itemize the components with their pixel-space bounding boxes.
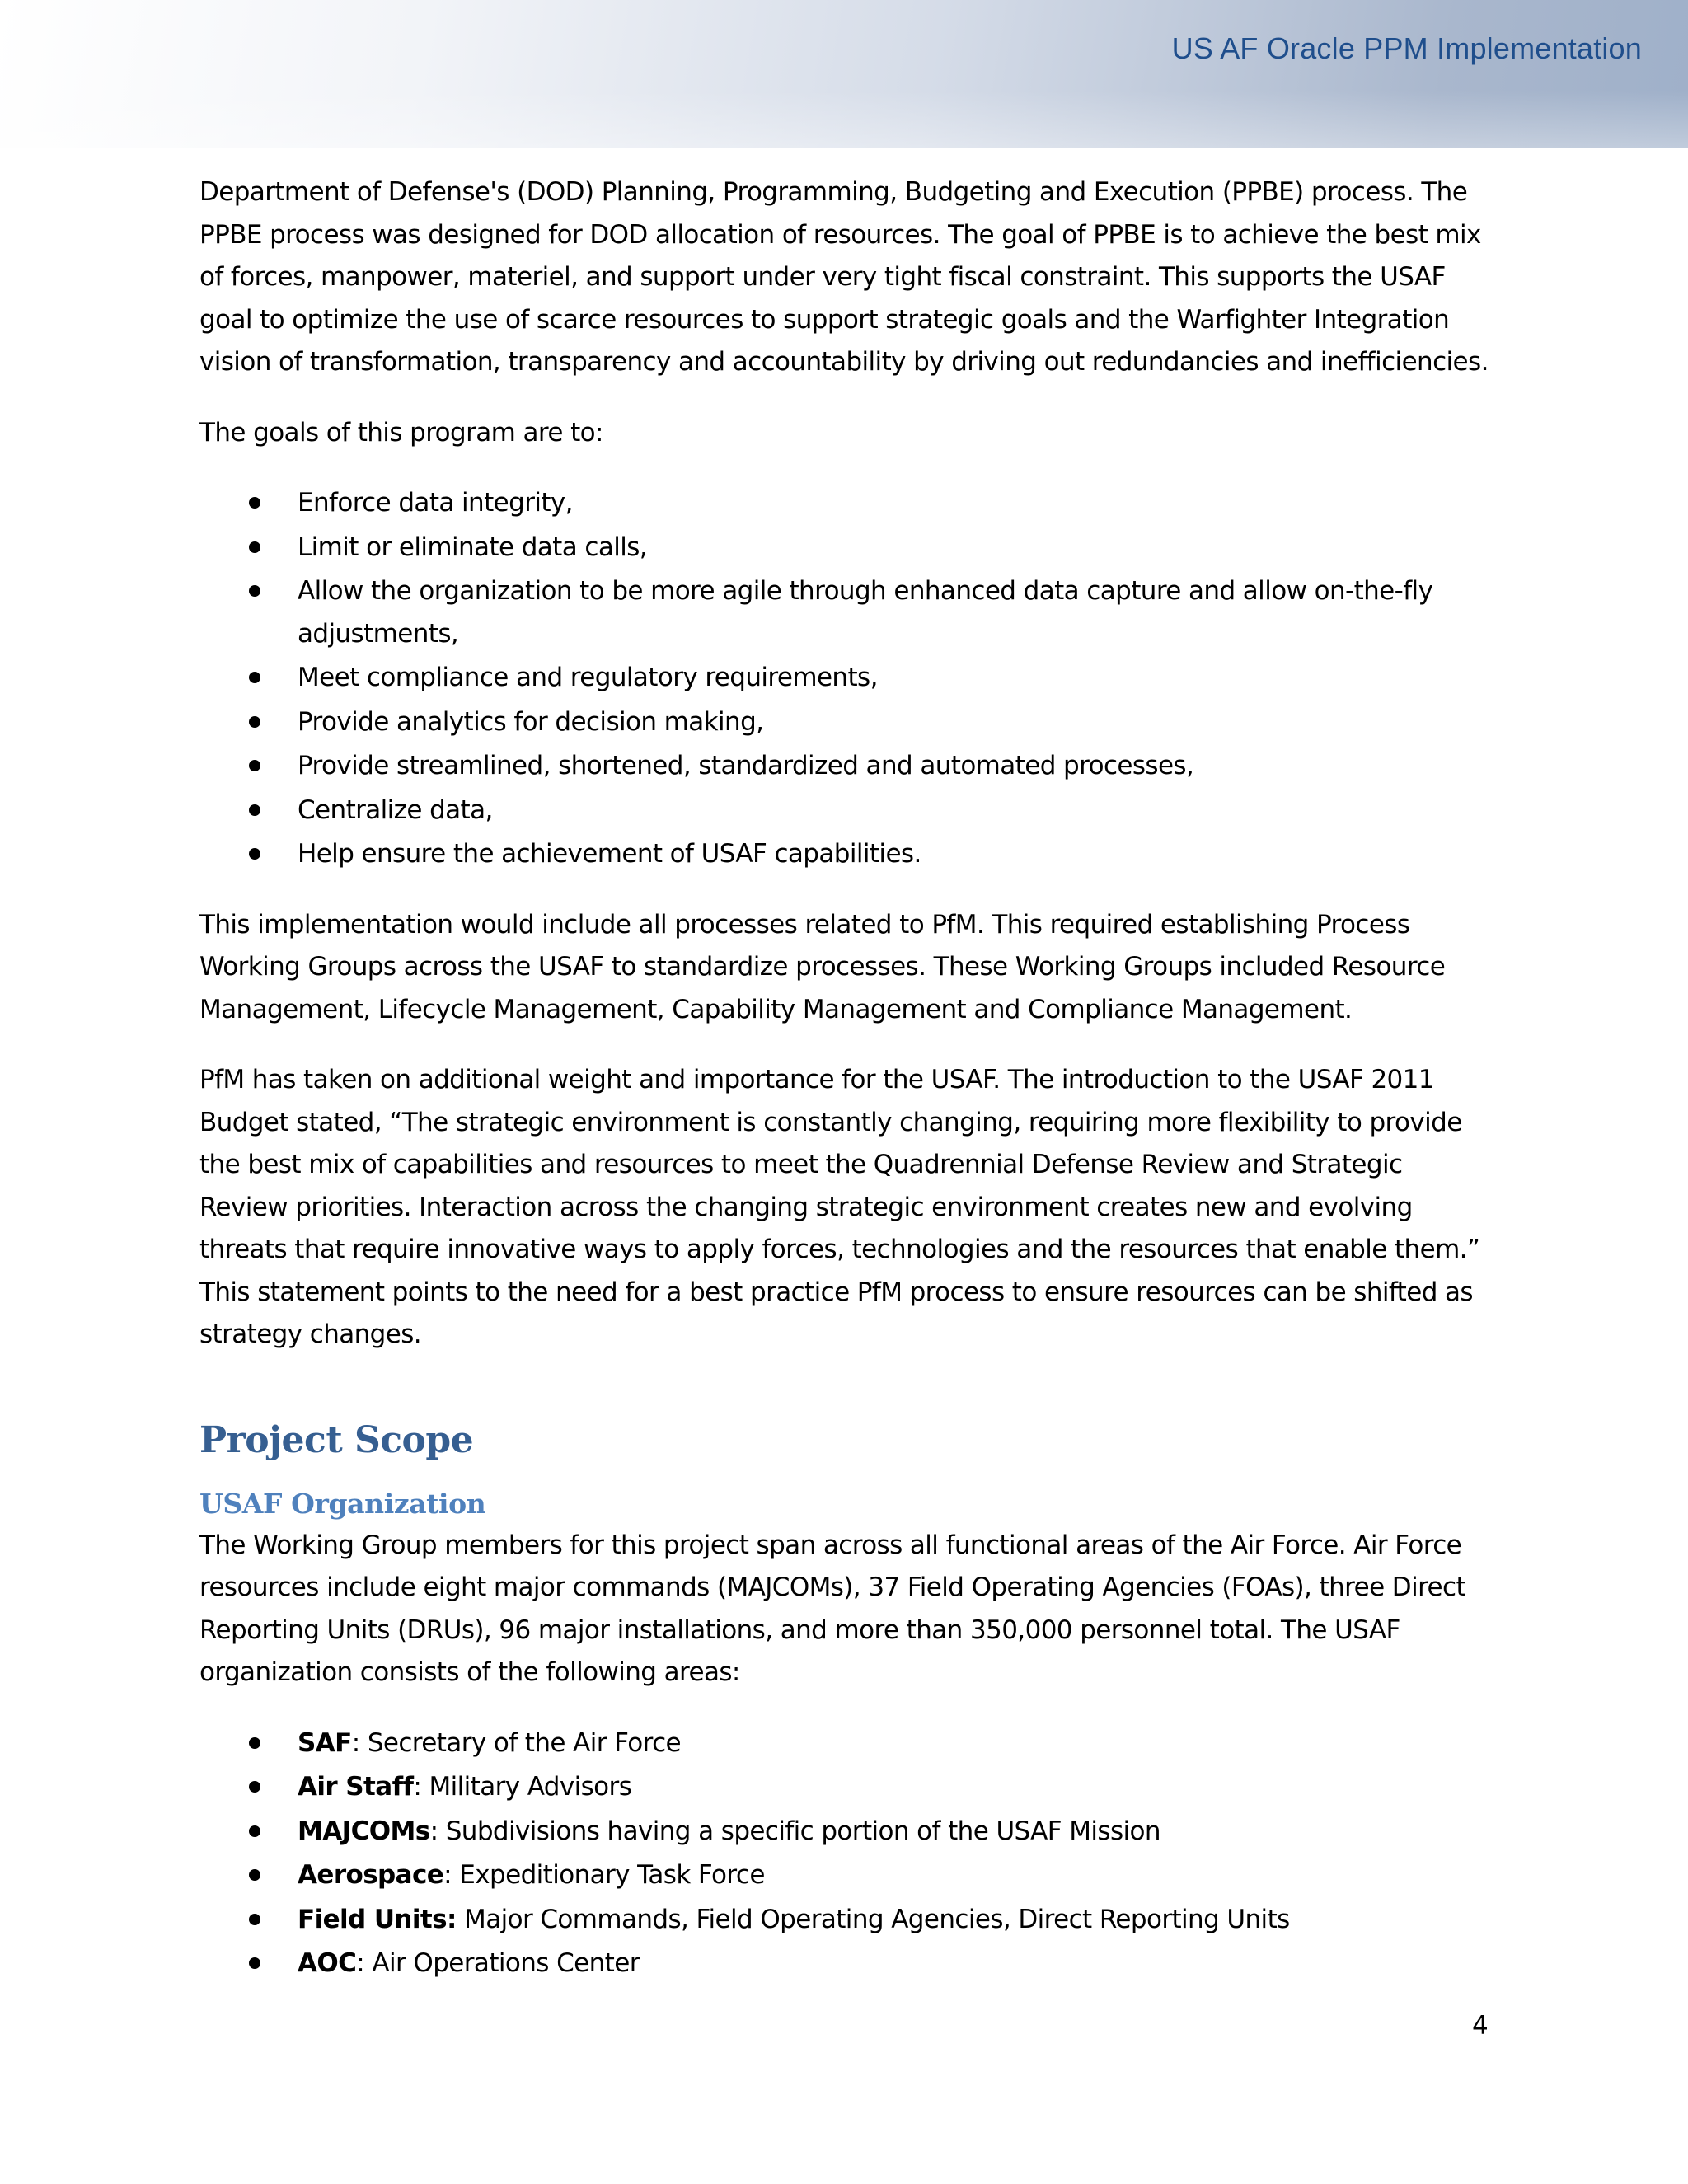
goal-text: Limit or eliminate data calls, bbox=[298, 532, 648, 562]
area-term: MAJCOMs bbox=[298, 1816, 430, 1846]
goal-text: Centralize data, bbox=[298, 794, 493, 825]
area-description: Air Operations Center bbox=[372, 1948, 640, 1978]
area-separator: : bbox=[429, 1816, 446, 1846]
area-term: Aerospace bbox=[298, 1860, 444, 1890]
list-item bbox=[199, 570, 1493, 655]
list-item bbox=[199, 527, 1493, 569]
organization-areas-list bbox=[199, 1722, 1493, 1985]
list-item bbox=[199, 1766, 1493, 1809]
area-separator bbox=[457, 1905, 464, 1934]
bullet-icon bbox=[249, 760, 260, 771]
goal-text: Meet compliance and regulatory requirements, bbox=[298, 663, 878, 692]
area-term: AOC bbox=[298, 1948, 357, 1978]
list-item bbox=[199, 1899, 1493, 1942]
goal-text: Allow the organization to be more agile through enhanced data capture and allow on-the-fly adjustments, bbox=[298, 576, 1433, 649]
section-heading-project-scope: Project Scope bbox=[199, 1418, 474, 1461]
list-item bbox=[199, 1811, 1493, 1854]
list-item bbox=[199, 745, 1493, 788]
paragraph-goals-intro: The goals of this program are to: bbox=[199, 417, 603, 448]
list-item bbox=[199, 833, 1493, 876]
area-term: SAF bbox=[298, 1727, 352, 1758]
goals-list bbox=[199, 482, 1493, 876]
list-item bbox=[199, 657, 1493, 700]
bullet-icon bbox=[249, 1914, 260, 1925]
list-item bbox=[199, 790, 1493, 832]
list-item bbox=[199, 482, 1493, 525]
goal-text: Provide analytics for decision making, bbox=[298, 706, 764, 737]
area-term: Air Staff bbox=[298, 1772, 414, 1802]
paragraph-implementation: This implementation would include all processes related to PfM. This required establishing Process Working Groups across the USAF to standardize processes. These Working Groups included Resource Management, Lifecycle Management, Capability Management and Compliance Management. bbox=[199, 909, 1446, 1024]
page-content bbox=[199, 171, 1493, 2013]
paragraph-usaf-organization: The Working Group members for this project span across all functional areas of the Air Force. Air Force resources include eight major commands (MAJCOMs), 37 Field Operating Agencies (FOAs), three Direct Reporting Units (DRUs), 96 major installations, and more than 350,000 personnel total. The USAF organization consists of the following areas: bbox=[199, 1530, 1466, 1687]
subsection-heading-usaf-organization: USAF Organization bbox=[199, 1487, 486, 1520]
bullet-icon bbox=[249, 804, 260, 816]
list-item bbox=[199, 701, 1493, 744]
area-description: Subdivisions having a specific portion of the USAF Mission bbox=[445, 1816, 1160, 1846]
bullet-icon bbox=[249, 1781, 260, 1793]
bullet-icon bbox=[249, 672, 260, 683]
list-item bbox=[199, 1943, 1493, 1985]
area-description: Expeditionary Task Force bbox=[459, 1860, 765, 1890]
area-separator: : bbox=[443, 1860, 460, 1890]
bullet-icon bbox=[249, 1737, 260, 1749]
paragraph-ppbe: Department of Defense's (DOD) Planning, Programming, Budgeting and Execution (PPBE) process. The PPBE process was designed for DOD allocation of resources. The goal of PPBE is to achieve the best mix of forces, manpower, materiel, and support under very tight fiscal constraint. This supports the USAF goal to optimize the use of scarce resources to support strategic goals and the Warfighter Integration vision of transformation, transparency and accountability by driving out redundancies and inefficiencies. bbox=[199, 177, 1489, 377]
bullet-icon bbox=[249, 497, 260, 509]
bullet-icon bbox=[249, 716, 260, 728]
goal-text: Enforce data integrity, bbox=[298, 488, 573, 518]
bullet-icon bbox=[249, 1957, 260, 1969]
area-separator: : bbox=[356, 1948, 373, 1978]
header-band bbox=[0, 0, 1688, 148]
paragraph-pfm-importance: PfM has taken on additional weight and importance for the USAF. The introduction to the USAF 2011 Budget stated, “The strategic environment is constantly changing, requiring more flexibility to provide the best mix of capabilities and resources to meet the Quadrennial Defense Review and Strategic Review priorities. Interaction across the changing strategic environment creates new and evolving threats that require innovative ways to apply forces, technologies and the resources that enable them.” This statement points to the need for a best practice PfM process to ensure resources can be shifted as strategy changes. bbox=[199, 1065, 1480, 1349]
list-item bbox=[199, 1722, 1493, 1765]
area-term: Field Units: bbox=[298, 1904, 457, 1934]
area-separator: : bbox=[413, 1772, 429, 1802]
area-separator: : bbox=[351, 1727, 368, 1758]
goal-text: Provide streamlined, shortened, standardized and automated processes, bbox=[298, 751, 1194, 780]
area-description: Major Commands, Field Operating Agencies, Direct Reporting Units bbox=[464, 1904, 1290, 1934]
bullet-icon bbox=[249, 1825, 260, 1837]
area-description: Military Advisors bbox=[429, 1772, 632, 1802]
area-description: Secretary of the Air Force bbox=[367, 1727, 681, 1758]
bullet-icon bbox=[249, 585, 260, 597]
page-number: 4 bbox=[1472, 2011, 1489, 2041]
list-item bbox=[199, 1854, 1493, 1897]
document-header-title: US AF Oracle PPM Implementation bbox=[1171, 31, 1642, 65]
bullet-icon bbox=[249, 541, 260, 553]
bullet-icon bbox=[249, 848, 260, 860]
goal-text: Help ensure the achievement of USAF capabilities. bbox=[298, 839, 921, 869]
bullet-icon bbox=[249, 1869, 260, 1881]
